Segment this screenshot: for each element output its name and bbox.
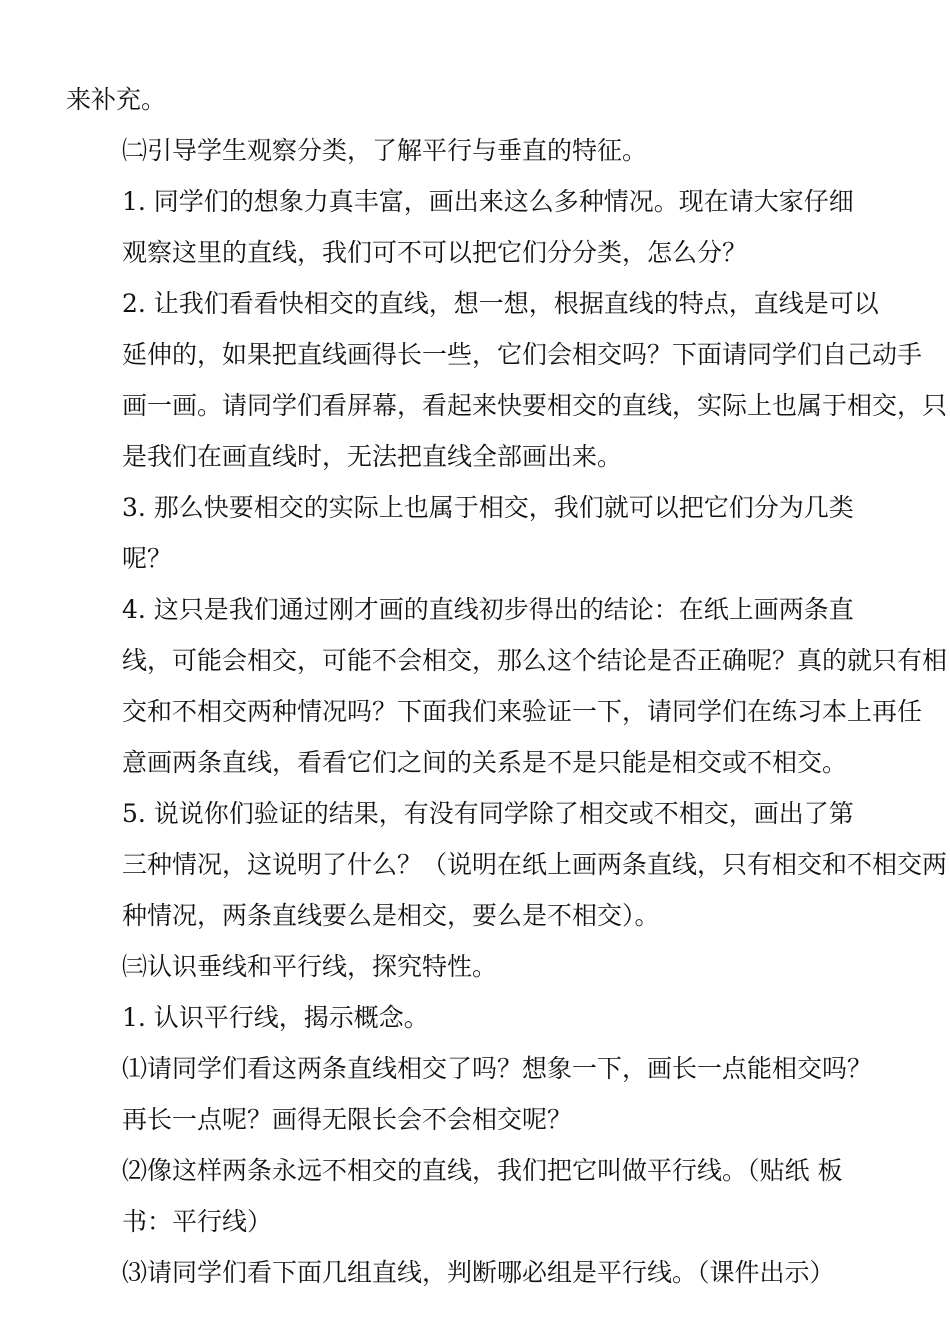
text-line: 2. 让我们看看快相交的直线，想一想，根据直线的特点，直线是可以 (122, 289, 879, 318)
text-line: 再长一点呢？画得无限长会不会相交呢？ (122, 1105, 573, 1134)
text-line: 是我们在画直线时，无法把直线全部画出来。 (122, 442, 623, 471)
text-line: 来补充。 (66, 85, 167, 114)
text-line: ⑴请同学们看这两条直线相交了吗？想象一下，画长一点能相交吗？ (122, 1054, 873, 1083)
text-line: 4. 这只是我们通过刚才画的直线初步得出的结论：在纸上画两条直 (122, 595, 854, 624)
text-line: 呢？ (122, 544, 173, 573)
text-line: 3. 那么快要相交的实际上也属于相交，我们就可以把它们分为几类 (122, 493, 854, 522)
paragraph-p-q-3 (66, 1247, 884, 1298)
text-line: 5. 说说你们验证的结果，有没有同学除了相交或不相交，画出了第 (122, 799, 854, 828)
text-line: 三种情况，这说明了什么？（说明在纸上画两条直线，只有相交和不相交两 (122, 850, 948, 879)
text-line: 画一画。请同学们看屏幕，看起来快要相交的直线，实际上也属于相交，只 (122, 391, 948, 420)
text-line: ㈡引导学生观察分类，了解平行与垂直的特征。 (122, 136, 648, 165)
text-line: ⑵像这样两条永远不相交的直线，我们把它叫做平行线。（贴纸 板 (122, 1156, 843, 1185)
text-line: 延伸的，如果把直线画得长一些，它们会相交吗？下面请同学们自己动手 (122, 340, 923, 369)
paragraph-p-q-2 (66, 1145, 884, 1247)
text-line: 交和不相交两种情况吗？下面我们来验证一下，请同学们在练习本上再任 (122, 697, 923, 726)
paragraph-p-sub-1 (66, 992, 884, 1043)
paragraph-p-item-5 (66, 788, 948, 941)
text-line: 种情况，两条直线要么是相交，要么是不相交）。 (122, 901, 660, 930)
text-line: 线，可能会相交，可能不会相交，那么这个结论是否正确呢？真的就只有相 (122, 646, 948, 675)
text-line: 1. 同学们的想象力真丰富，画出来这么多种情况。现在请大家仔细 (122, 187, 854, 216)
paragraph-p-section-3 (66, 941, 884, 992)
text-line: 书：平行线） (122, 1207, 273, 1236)
paragraph-p-q-1 (66, 1043, 884, 1145)
text-line: ⑶请同学们看下面几组直线，判断哪必组是平行线。（课件出示） (122, 1258, 835, 1287)
paragraph-p-section-2 (66, 125, 884, 176)
text-line: 意画两条直线，看看它们之间的关系是不是只能是相交或不相交。 (122, 748, 848, 777)
document-page (66, 74, 948, 1298)
text-line: 1. 认识平行线，揭示概念。 (122, 1003, 429, 1032)
paragraph-p-item-4 (66, 584, 948, 788)
paragraph-p-item-1 (66, 176, 884, 278)
text-line: ㈢认识垂线和平行线，探究特性。 (122, 952, 498, 981)
paragraph-p-continuation (66, 74, 884, 125)
paragraph-p-item-3 (66, 482, 884, 584)
text-line: 观察这里的直线，我们可不可以把它们分分类，怎么分？ (122, 238, 748, 267)
paragraph-p-item-2 (66, 278, 948, 482)
